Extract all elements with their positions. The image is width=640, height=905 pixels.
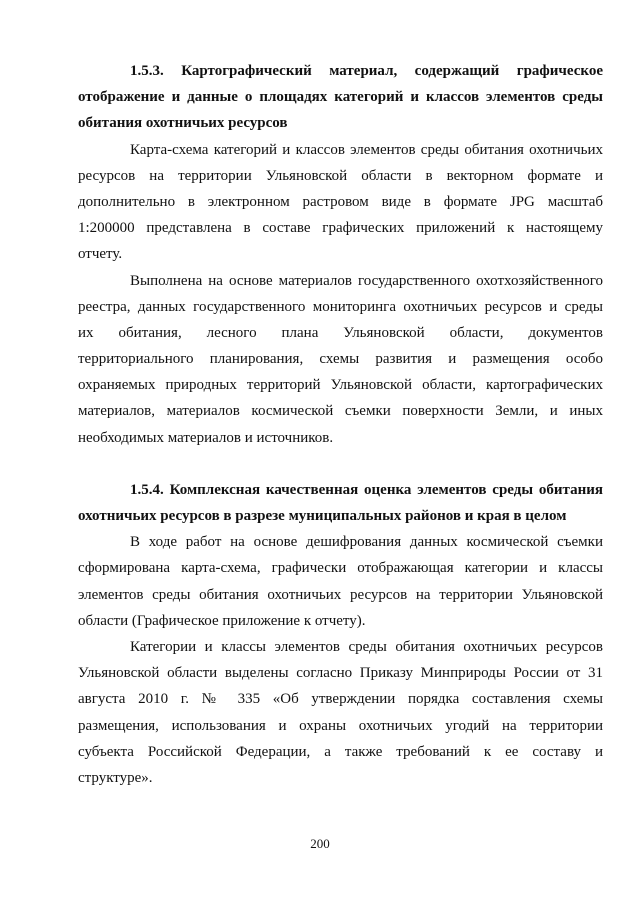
section-1-5-3: [78, 58, 603, 451]
paragraph-line: августа 2010 г. № 335 «Об утверждении порядка составления схемы: [78, 691, 603, 708]
page-number: 200: [310, 836, 330, 851]
paragraph-line: Карта-схема категорий и классов элементов среды обитания охотничьих: [130, 141, 603, 158]
paragraph-line: В ходе работ на основе дешифрования данных космической съемки: [130, 534, 603, 551]
paragraph-line: сформирована карта-схема, графически отображающая категории и классы: [78, 560, 603, 577]
document-page: [78, 58, 603, 791]
section-heading-line: отображение и данные о площадях категорий и классов элементов среды: [78, 89, 603, 106]
section-heading-line: 1.5.3. Картографический материал, содержащий графическое: [130, 63, 603, 79]
paragraph-line: структуре».: [78, 769, 153, 786]
paragraph-line: области (Графическое приложение к отчету).: [78, 612, 366, 629]
paragraph-line: 1:200000 представлена в составе графических приложений к настоящему: [78, 220, 603, 237]
section-1-5-4: [78, 477, 603, 791]
paragraph-line: субъекта Российской Федерации, а также требований к ее составу и: [78, 743, 603, 760]
paragraph-line: отчету.: [78, 246, 123, 263]
section-heading-line: 1.5.4. Комплексная качественная оценка элементов среды обитания: [130, 481, 603, 498]
paragraph-line: Выполнена на основе материалов государственного охотхозяйственного: [130, 272, 603, 289]
paragraph-line: территориального планирования, схемы развития и размещения особо: [78, 351, 603, 368]
paragraph-line: реестра, данных государственного мониторинга охотничьих ресурсов и среды: [78, 298, 603, 315]
paragraph-line: размещения, использования и охраны охотничьих угодий на территории: [78, 717, 603, 734]
paragraph-line: материалов, материалов космической съемки поверхности Земли, и иных: [78, 403, 603, 420]
paragraph: [78, 634, 603, 791]
paragraph-line: охраняемых природных территорий Ульяновской области, картографических: [78, 377, 603, 394]
paragraph-line: элементов среды обитания охотничьих ресурсов на территории Ульяновской: [78, 586, 603, 603]
paragraph-line: дополнительно в электронном растровом виде в формате JPG масштаб: [78, 193, 603, 210]
paragraph-line: Категории и классы элементов среды обитания охотничьих ресурсов: [130, 638, 603, 655]
section-heading-line: охотничьих ресурсов в разрезе муниципальных районов и края в целом: [78, 508, 567, 524]
paragraph: [78, 268, 603, 451]
paragraph-line: необходимых материалов и источников.: [78, 429, 334, 446]
section-heading-line: обитания охотничьих ресурсов: [78, 115, 288, 132]
paragraph-line: их обитания, лесного плана Ульяновской области, документов: [78, 324, 603, 341]
paragraph: [78, 529, 603, 634]
paragraph-line: ресурсов на территории Ульяновской области в векторном формате и: [78, 167, 603, 184]
section-spacer: [78, 451, 603, 477]
paragraph-line: Ульяновской области выделены согласно Приказу Минприроды России от 31: [78, 665, 603, 682]
paragraph: [78, 137, 603, 268]
